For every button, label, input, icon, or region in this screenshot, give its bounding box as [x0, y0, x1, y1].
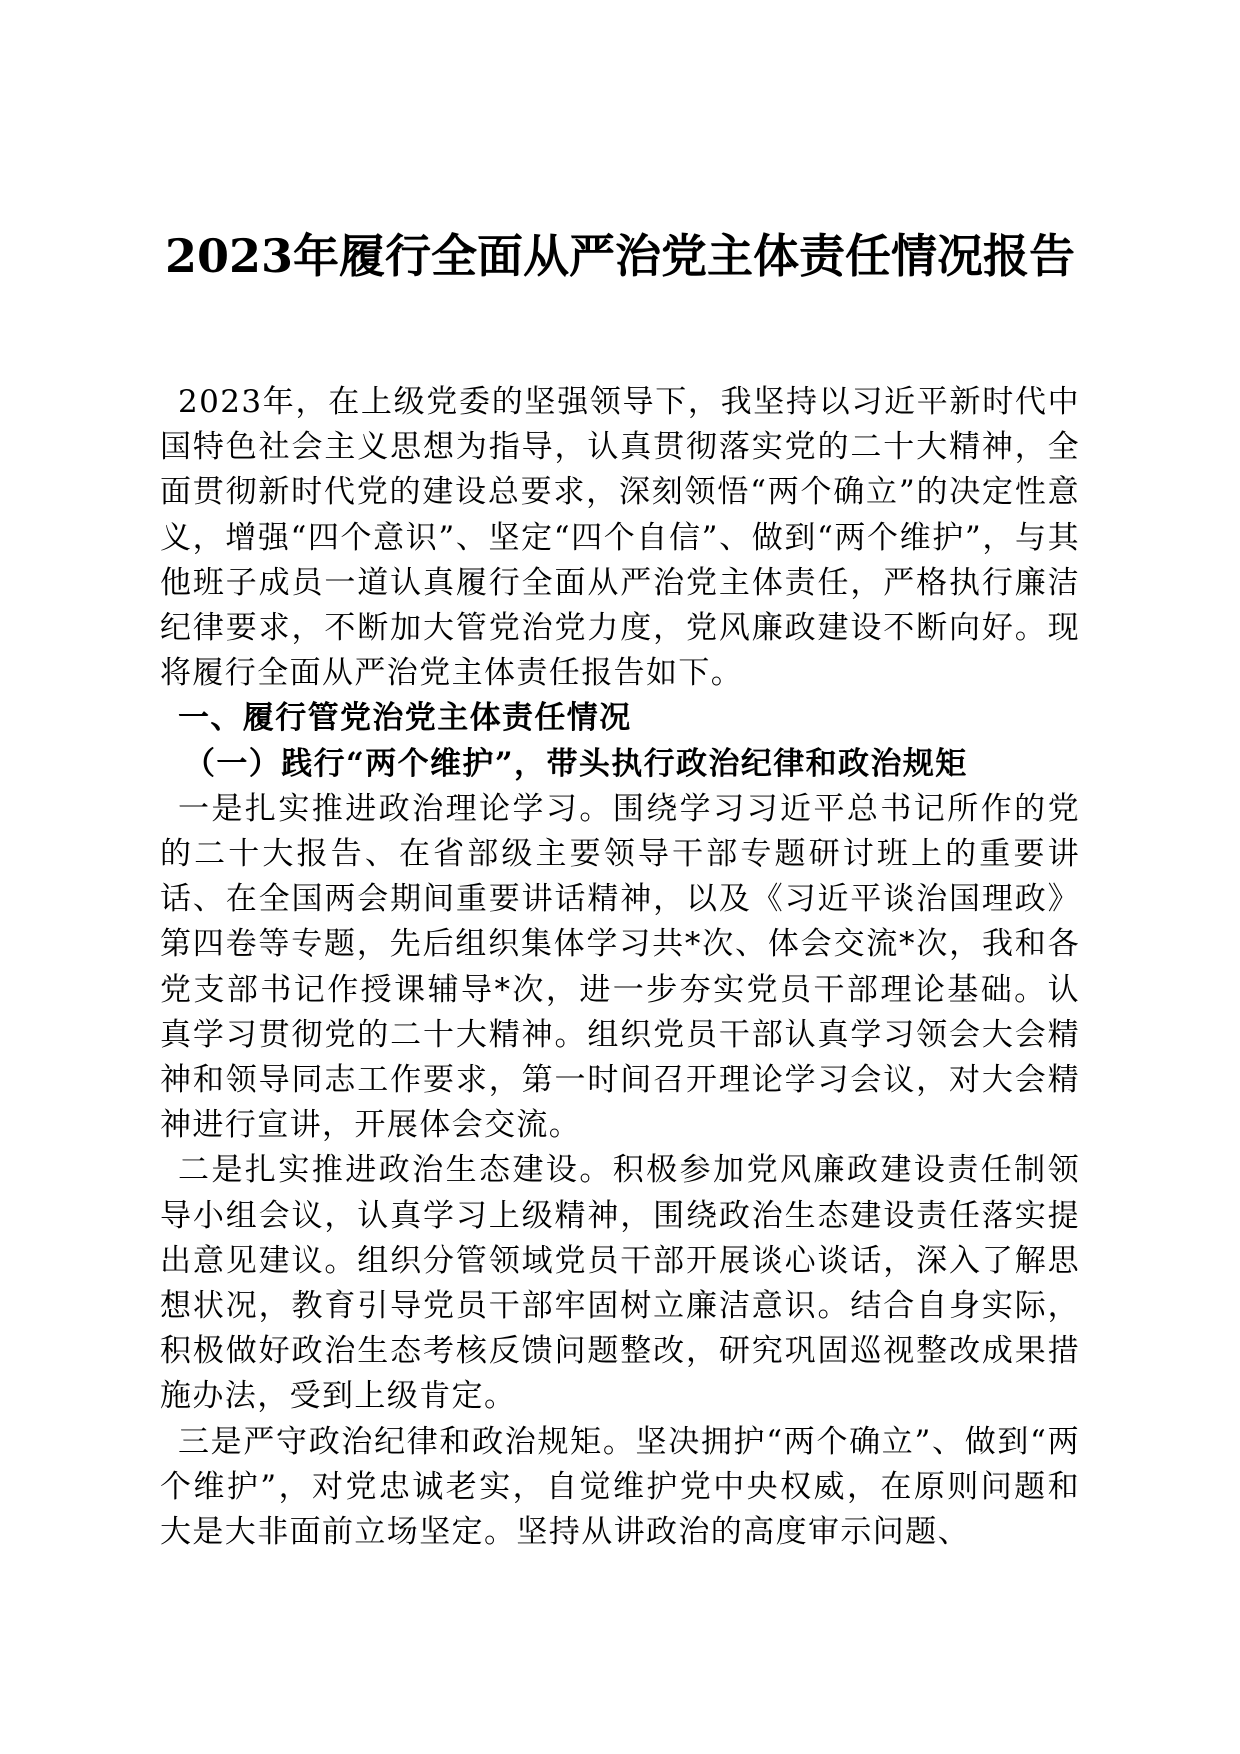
document-title: 2023年履行全面从严治党主体责任情况报告: [164, 229, 1076, 283]
body-paragraph: 二是扎实推进政治生态建设。积极参加党风廉政建设责任制领导小组会议，认真学习上级精神，围绕政治生态建设责任落实提出意见建议。组织分管领域党员干部开展谈心谈话，深入了解思想状况，教育引导党员干部牢固树立廉洁意识。结合自身实际，积极做好政治生态考核反馈问题整改，研究巩固巡视整改成果措施办法，受到上级肯定。: [160, 1152, 1080, 1415]
body-paragraph: 一是扎实推进政治理论学习。围绕学习习近平总书记所作的党的二十大报告、在省部级主要领导干部专题研讨班上的重要讲话、在全国两会期间重要讲话精神，以及《习近平谈治国理政》第四卷等专题，先后组织集体学习共*次、体会交流*次，我和各党支部书记作授课辅导*次，进一步夯实党员干部理论基础。认真学习贯彻党的二十大精神。组织党员干部认真学习领会大会精神和领导同志工作要求，第一时间召开理论学习会议，对大会精神进行宣讲，开展体会交流。: [160, 790, 1080, 1144]
intro-paragraph: 2023年，在上级党委的坚强领导下，我坚持以习近平新时代中国特色社会主义思想为指导，认真贯彻落实党的二十大精神，全面贯彻新时代党的建设总要求，深刻领悟“两个确立”的决定性意义，增强“四个意识”、坚定“四个自信”、做到“两个维护”，与其他班子成员一道认真履行全面从严治党主体责任，严格执行廉洁纪律要求，不断加大管党治党力度，党风廉政建设不断向好。现将履行全面从严治党主体责任报告如下。: [160, 384, 1080, 692]
section-heading: 一、履行管党治党主体责任情况: [178, 700, 632, 737]
body-paragraph: 三是严守政治纪律和政治规矩。坚决拥护“两个确立”、做到“两个维护”，对党忠诚老实，自觉维护党中央权威，在原则问题和大是大非面前立场坚定。坚持从讲政治的高度审示问题、: [160, 1423, 1080, 1551]
document-body: [160, 380, 1080, 1555]
subsection-heading: （一）践行“两个维护”，带头执行政治纪律和政治规矩: [184, 745, 968, 782]
